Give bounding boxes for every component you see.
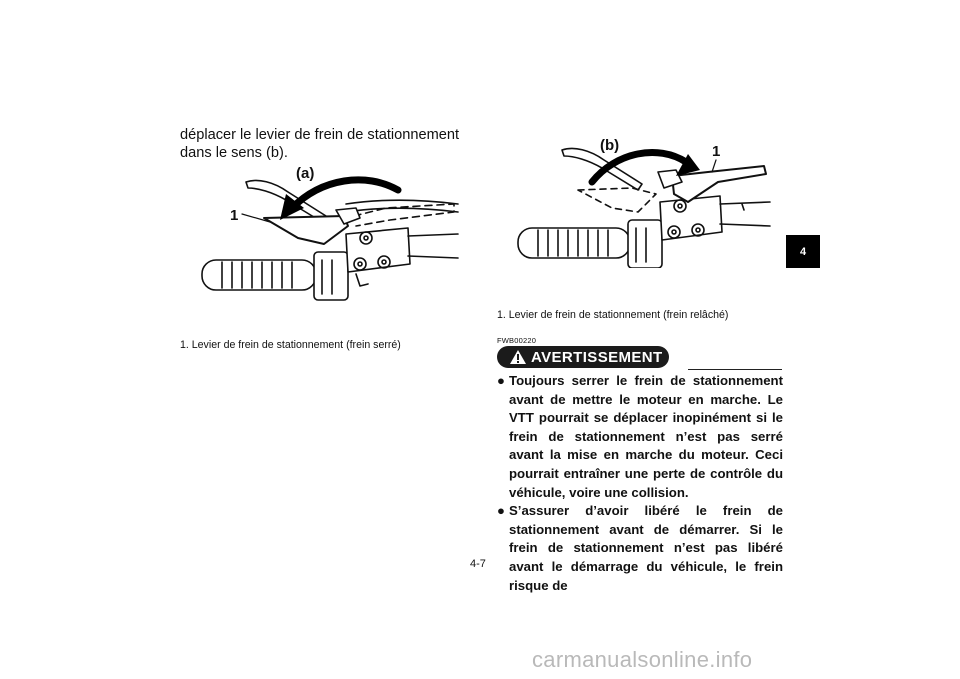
figure-left-label-1: 1 (230, 207, 239, 224)
warning-item-text: Toujours serrer le frein de stationnement avant de mettre le moteur en marche. Le VTT pourrait se déplacer inopinément si le frein de stationnement n’est pas serré avant la mise en marche du moteur. Ceci pourrait entraîner une perte de contrôle du véhicule, voire une collision. (509, 373, 783, 500)
parking-brake-released-illustration (512, 132, 774, 268)
figure-right-label-b: (b) (600, 137, 620, 154)
watermark-link[interactable]: carmanualsonline.info (532, 647, 753, 672)
bullet: ● (497, 373, 505, 388)
warning-code: FWB00220 (497, 336, 537, 345)
warning-item (497, 502, 783, 595)
warning-item-text: S’assurer d’avoir libéré le frein de stationnement avant de démarrer. Si le frein de stationnement n’est pas libéré avant le démarrage du véhicule, le frein risque de (509, 503, 783, 593)
warning-list (497, 372, 783, 595)
warning-triangle-icon (509, 349, 527, 365)
parking-brake-engaged-illustration (196, 164, 466, 314)
page-number: 4-7 (470, 558, 486, 570)
figure-left-label-a: (a) (296, 165, 315, 182)
warning-badge (497, 346, 669, 368)
chapter-tab: 4 (786, 235, 820, 268)
warning-title: AVERTISSEMENT (531, 348, 663, 366)
figure-right-caption: 1. Levier de frein de stationnement (frein relâché) (497, 309, 729, 321)
bullet: ● (497, 503, 505, 519)
figure-right-label-1: 1 (712, 143, 721, 160)
figure-left-caption: 1. Levier de frein de stationnement (frein serré) (180, 339, 401, 351)
intro-paragraph: déplacer le levier de frein de stationnement dans le sens (b). (180, 127, 460, 161)
warning-rule (688, 369, 782, 370)
warning-item (497, 372, 783, 502)
